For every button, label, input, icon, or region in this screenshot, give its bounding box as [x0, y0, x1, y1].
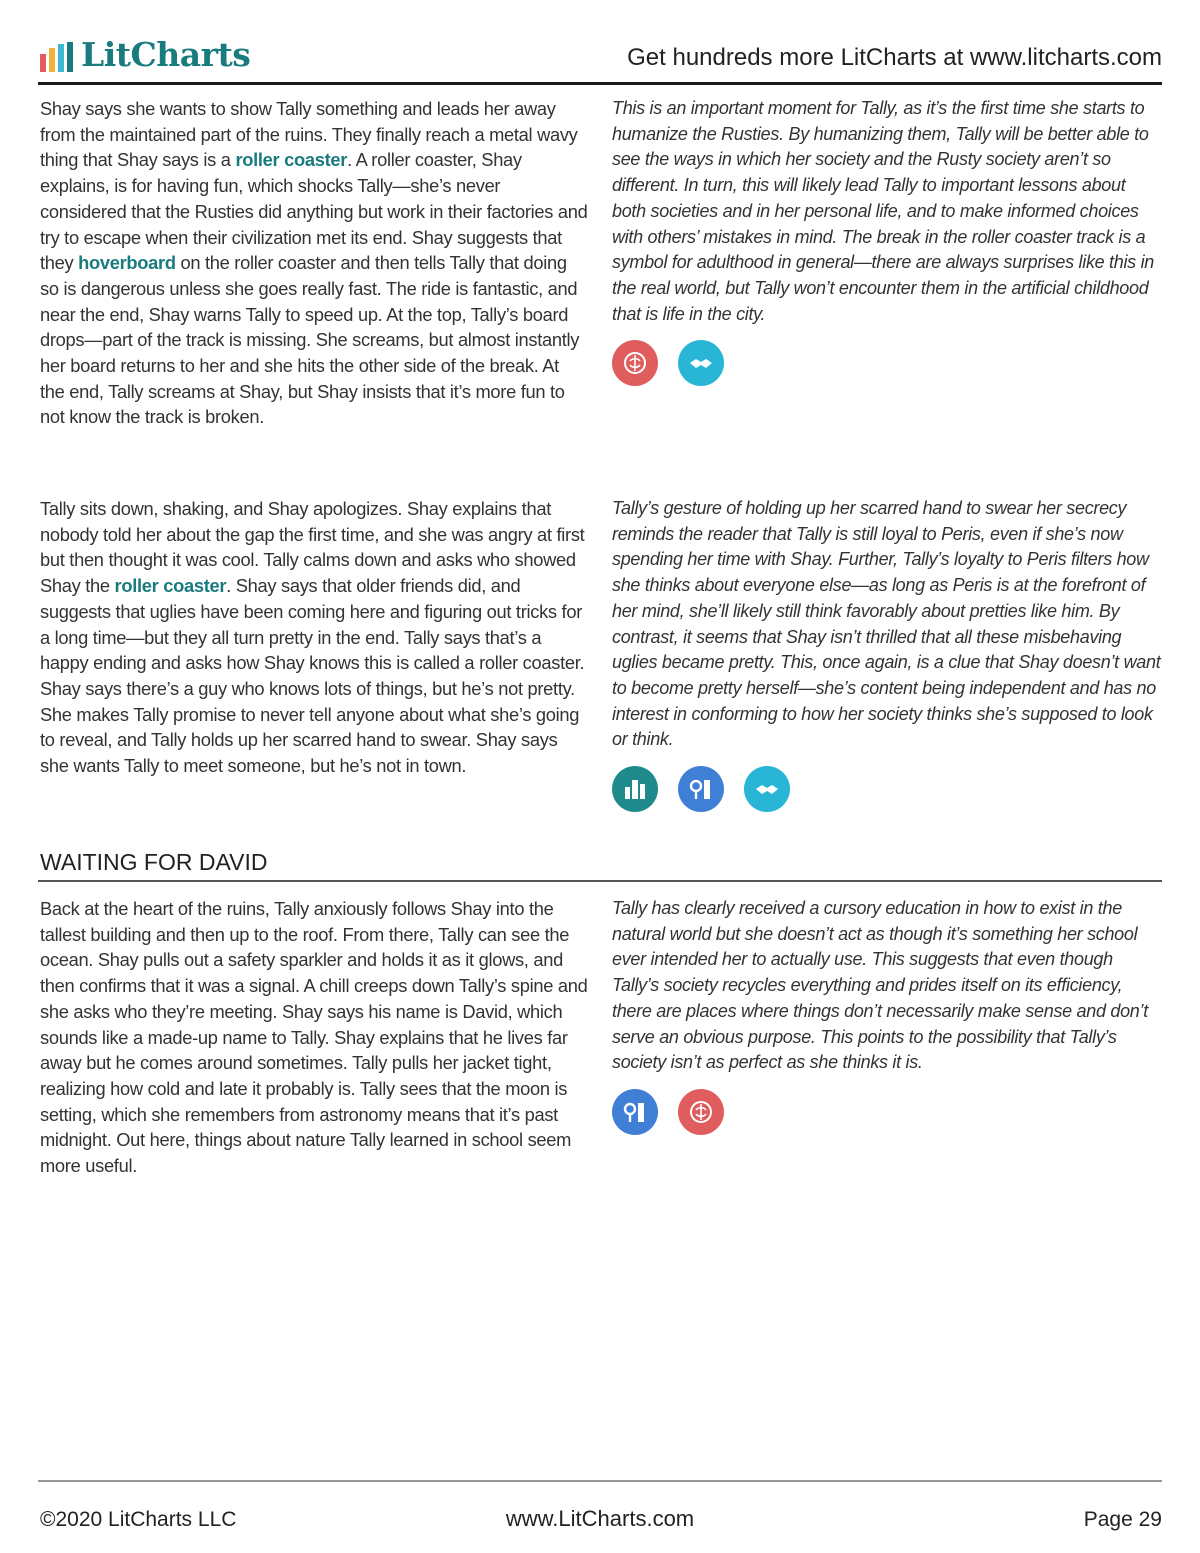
analysis-paragraph: This is an important moment for Tally, as it’s the first time she starts to humanize the Rusties. By humanizing them, Tally will be better able to see the ways in which her society and the Rusty society aren’t so different. In turn, this will likely lead Tally to important lessons about both societies and in her personal life, and to make informed choices with others’ mistakes in mind. The break in the roller coaster track is a symbol for adulthood in general—there are always surprises like this in the real world, but Tally won’t encounter them in the artificial childhood that is life in the city. — [612, 98, 1154, 324]
summary-segment: Back at the heart of the ruins, Tally anxiously follows Shay into the tallest building and then up to the roof. From there, Tally can see the ocean. Shay pulls out a safety sparkler and holds it as it glows, and then confirms that it was a signal. A chill creeps down Tally’s spine and she asks who they’re meeting. Shay says his name is David, which sounds like a made-up name to Tally. Shay explains that he lives far away but he comes around sometimes. Tally pulls her jacket tight, realizing how cold and late it probably is. Tally sees that the moon is setting, which she remembers from astronomy means that it’s past midnight. Out here, things about nature Tally learned in school seem more useful. — [40, 898, 588, 1177]
section-heading — [38, 849, 1162, 882]
analysis-text — [612, 96, 1162, 386]
logo-bars-icon — [40, 42, 73, 72]
summary-text — [40, 496, 588, 779]
analysis-paragraph: Tally has clearly received a cursory education in how to exist in the natural world but she doesn’t act as though it’s something her school ever intended her to actually use. This suggests that even though Tally’s society recycles everything and prides itself on its efficiency, there are places where things don’t necessarily make sense and don’t serve an obvious purpose. This points to the possibility that Tally’s society isn’t as perfect as she thinks it is. — [612, 898, 1148, 1073]
summary-segment: on the roller coaster and then tells Tally that doing so is dangerous unless she goes really fast. The ride is fantastic, and near the end, Shay warns Tally to speed up. At the top, Tally’s board drops—part of the track is missing. She screams, but almost instantly her board returns to her and she hits the other side of the break. At the end, Tally screams at Shay, but Shay insists that it’s more fun to not know the track is broken. — [40, 252, 580, 428]
summary-text — [40, 96, 588, 430]
logo-text: LitCharts — [81, 35, 251, 74]
page-header — [38, 34, 1162, 85]
symbol-link[interactable]: roller coaster — [114, 575, 227, 597]
header-tagline[interactable]: Get hundreds more LitCharts at www.litcharts.com — [627, 44, 1162, 71]
handshake-icon[interactable] — [678, 340, 724, 386]
copyright: ©2020 LitCharts LLC — [40, 1508, 237, 1531]
mirror-icon[interactable] — [678, 766, 724, 812]
analysis-text — [612, 896, 1162, 1135]
theme-icons — [612, 1089, 1162, 1135]
page-footer — [38, 1480, 1162, 1542]
summary-text — [40, 896, 588, 1179]
summary-segment: Tally sits down, shaking, and Shay apologizes. Shay explains that nobody told her about the gap the first time, and she was angry at first but then thought it was cool. Tally calms down and asks who showed Shay the — [40, 498, 585, 597]
brain-icon[interactable] — [678, 1089, 724, 1135]
page-number: Page 29 — [1083, 1508, 1162, 1531]
symbol-link[interactable]: hoverboard — [78, 252, 176, 274]
summary-segment: . Shay says that older friends did, and suggests that uglies have been coming here and figuring out tricks for a long time—but they all turn pretty in the end. Tally says that’s a happy ending and asks how Shay knows this is called a roller coaster. Shay says there’s a guy who knows lots of things, but he’s not pretty. She makes Tally promise to never tell anyone about what she’s going to reveal, and Tally holds up her scarred hand to swear. Shay says she wants Tally to meet someone, but he’s not in town. — [40, 575, 585, 777]
city-icon[interactable] — [612, 766, 658, 812]
summary-segment: Shay says she wants to show Tally something and leads her away from the maintained part of the ruins. They finally reach a metal wavy thing that Shay says is a — [40, 98, 578, 171]
section-title: WAITING FOR DAVID — [40, 849, 268, 875]
brain-icon[interactable] — [612, 340, 658, 386]
theme-icons — [612, 340, 1162, 386]
analysis-paragraph: Tally’s gesture of holding up her scarred hand to swear her secrecy reminds the reader that Tally is still loyal to Peris, even if she’s now spending her time with Shay. Further, Tally’s loyalty to Peris filters how she thinks about everyone else—as long as Peris is at the forefront of her mind, she’ll likely still think favorably about pretties like him. By contrast, it seems that Shay isn’t thrilled that all these misbehaving uglies became pretty. This, once again, is a clue that Shay doesn’t want to become pretty herself—she’s content being independent and has no interest in conforming to how her society thinks she’s supposed to look or think. — [612, 498, 1161, 750]
analysis-text — [612, 496, 1162, 812]
summary-segment: . A roller coaster, Shay explains, is for having fun, which shocks Tally—she’s never considered that the Rusties did anything but work in their factories and try to escape when their civilization met its end. Shay suggests that they — [40, 149, 588, 274]
mirror-icon[interactable] — [612, 1089, 658, 1135]
footer-website-link[interactable]: www.LitCharts.com — [505, 1506, 695, 1531]
handshake-icon[interactable] — [744, 766, 790, 812]
theme-icons — [612, 766, 1162, 812]
litcharts-logo[interactable] — [40, 35, 251, 74]
symbol-link[interactable]: roller coaster — [235, 149, 348, 171]
